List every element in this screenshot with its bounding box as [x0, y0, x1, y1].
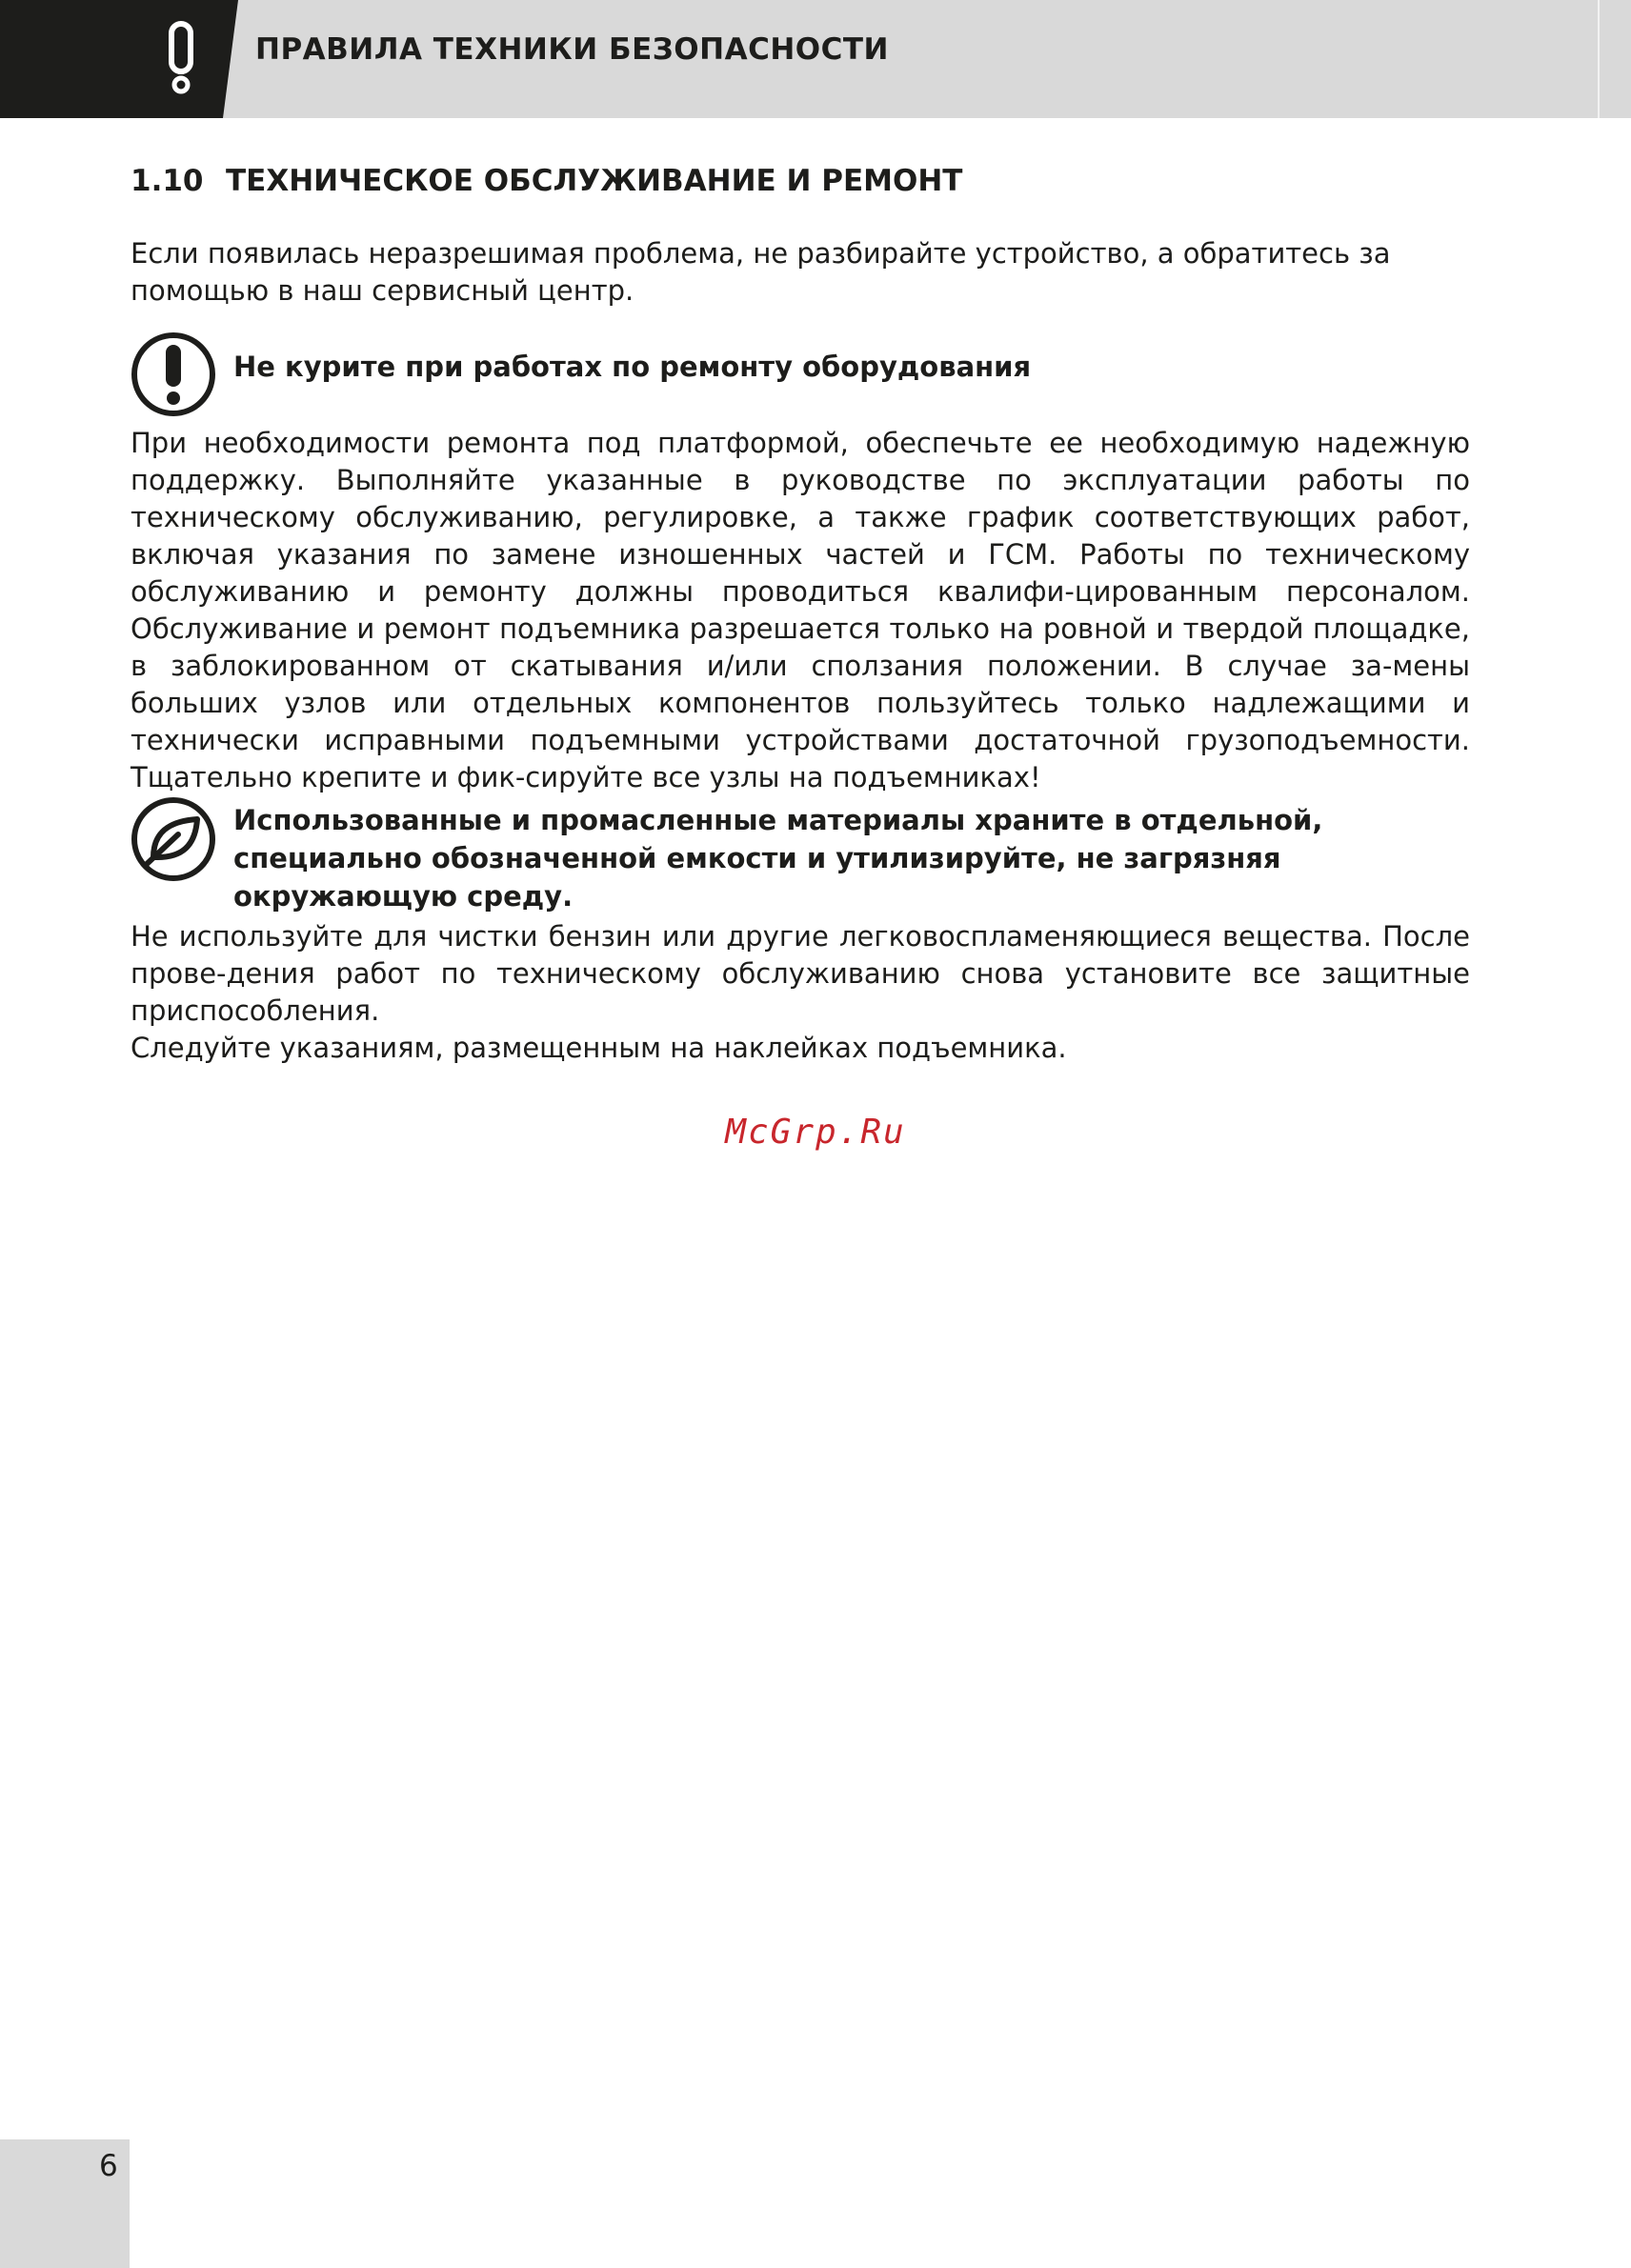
eco-notice-text: Использованные и промасленные материалы храните в отдельной, специально обозначенной емкости и утилизируйте, не загрязняя окружающую среду. [233, 804, 1323, 913]
header-title: ПРАВИЛА ТЕХНИКИ БЕЗОПАСНОСТИ [255, 32, 889, 67]
warning-circle-icon [131, 331, 216, 417]
stickers-paragraph: Следуйте указаниям, размещенным на наклейках подъемника. [131, 1032, 1067, 1064]
maintenance-paragraph: При необходимости ремонта под платформой, обеспечьте ее необходимую надежную поддержку. Выполняйте указанные в руководстве по эксплуатации работы по техническому обслуживанию, регулировке, а также график соответствующих работ, включая указания по замене изношенных частей и ГСМ. Работы по техническому обслуживанию и ремонту должны проводиться квалифи-цированным персоналом. Обслуживание и ремонт подъемника разрешается только на ровной и твердой площадке, в заблокированном от скатывания и/или сползания положении. В случае за-мены больших узлов или отдельных компонентов пользуйтесь только надлежащими и технически исправными подъемными устройствами достаточной грузоподъемности. Тщательно крепите и фик-сируйте все узлы на подъемниках! [131, 427, 1470, 793]
cleaning-paragraph: Не используйте для чистки бензин или другие легковоспламеняющиеся вещества. После прове-дения работ по техническому обслуживанию снова установите все защитные приспособления. [131, 920, 1470, 1027]
eco-notice [131, 796, 1470, 913]
warning-notice-text: Не курите при работах по ремонту оборудования [233, 351, 1032, 383]
page-header [0, 0, 1631, 118]
page-number: 6 [99, 2149, 118, 2183]
section-heading [131, 162, 962, 200]
header-divider [1598, 0, 1600, 118]
intro-paragraph: Если появилась неразрешимая проблема, не разбирайте устройство, а обратитесь за помощью в наш сервисный центр. [131, 237, 1391, 307]
exclamation-icon [162, 21, 200, 97]
header-accent-block [0, 0, 238, 118]
warning-notice [131, 331, 1470, 417]
leaf-circle-icon [131, 796, 216, 882]
watermark: McGrp.Ru [725, 1113, 906, 1152]
section-number: 1.10 [131, 164, 204, 198]
section-title: ТЕХНИЧЕСКОЕ ОБСЛУЖИВАНИЕ И РЕМОНТ [226, 164, 963, 198]
